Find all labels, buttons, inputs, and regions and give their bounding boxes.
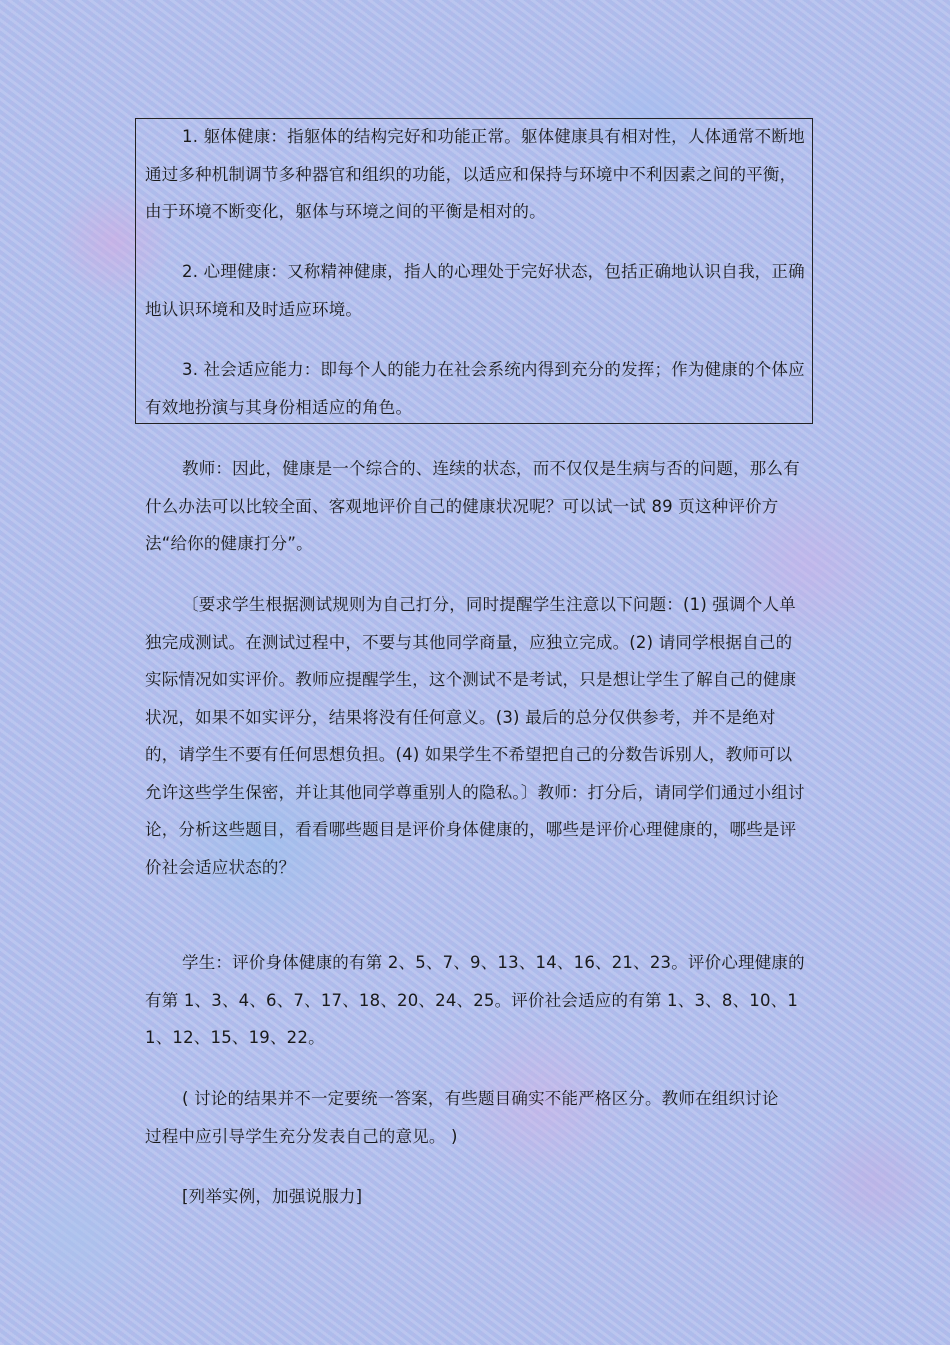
section-heading: [列举实例，加强说服力] <box>182 1187 363 1206</box>
instructions-paragraph: 〔要求学生根据测试规则为自己打分，同时提醒学生注意以下问题：(1) 强调个人单独完成测试。在测试过程中，不要与其他同学商量，应独立完成。(2) 请同学根据自己的实际情况如实评价。教师应提醒学生，这个测试不是考试，只是想让学生了解自己的健康状况，如果不如实评分，结果将没有任何意义。(3) 最后的总分仅供参考，并不是绝对的，请学生不要有任何思想负担。(4) 如果学生不希望把自己的分数告诉别人，教师可以允许这些学生保密，并让其他同学尊重别人的隐私。〕教师：打分后，请同学们通过小组讨论，分析这些题目，看看哪些题目是评价身体健康的，哪些是评价心理健康的，哪些是评价社会适应状态的？ <box>145 595 805 877</box>
mental-health-definition: 2. 心理健康：又称精神健康，指人的心理处于完好状态，包括正确地认识自我，正确地认识环境和及时适应环境。 <box>145 262 805 319</box>
discussion-note-paragraph: ( 讨论的结果并不一定要统一答案，有些题目确实不能严格区分。教师在组织讨论过程中应引导学生充分发表自己的意见。 ) <box>145 1089 779 1146</box>
physical-health-definition: 1. 躯体健康：指躯体的结构完好和功能正常。躯体健康具有相对性，人体通常不断地通过多种机制调节多种器官和组织的功能，以适应和保持与环境中不利因素之间的平衡，由于环境不断变化，躯体与环境之间的平衡是相对的。 <box>145 127 805 221</box>
student-answer-paragraph: 学生：评价身体健康的有第 2、5、7、9、13、14、16、21、23。评价心理健康的有第 1、3、4、6、7、17、18、20、24、25。评价社会适应的有第 1、3、8、10、11、12、15、19、22。 <box>145 953 805 1047</box>
social-adaptation-definition: 3. 社会适应能力：即每个人的能力在社会系统内得到充分的发挥；作为健康的个体应有效地扮演与其身份相适应的角色。 <box>145 360 805 417</box>
teacher-intro-paragraph: 教师：因此，健康是一个综合的、连续的状态，而不仅仅是生病与否的问题，那么有什么办法可以比较全面、客观地评价自己的健康状况呢？可以试一试 89 页这种评价方法“给你的健康打分”。 <box>145 459 800 553</box>
